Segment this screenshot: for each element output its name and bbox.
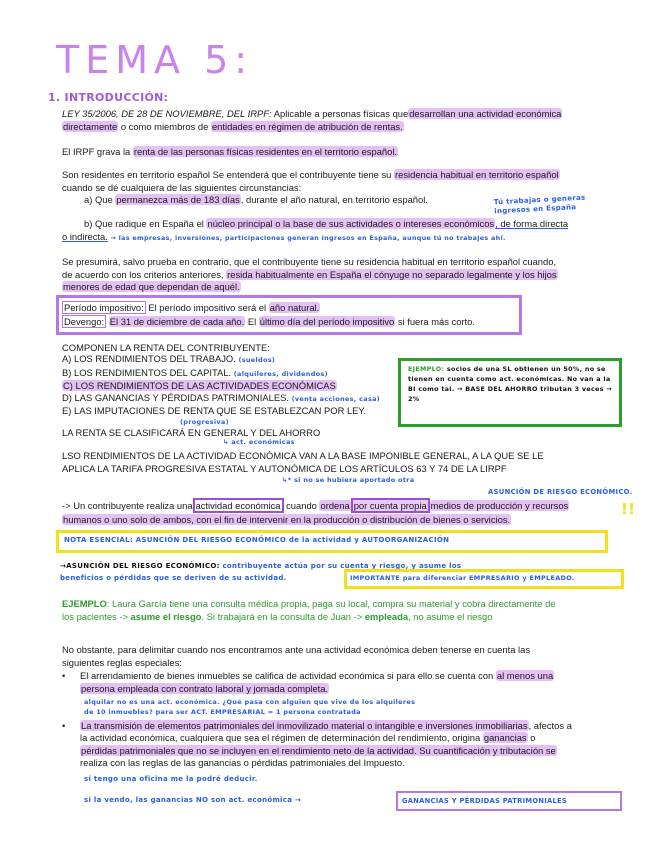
classify-note-top: (progresiva)	[180, 418, 229, 426]
exclaim-mark: !!	[621, 500, 636, 518]
base-paragraph: LSO RENDIMIENTOS DE LA ACTIVIDAD ECONÓMICA VAN A LA BASE IMPONIBLE GENERAL, A LA QUE SE LE APLICA LA TARIFA PROGRESIVA ESTATAL Y AUTONÓMICA DE LOS ARTÍCULOS 63 Y 74 DE LA LIRPF	[62, 450, 544, 474]
important-text: IMPORTANTE para diferenciar EMPRESARIO y EMPLEADO.	[350, 574, 575, 582]
handwritten-note-a: Tú trabajas o generas ingresos en España	[493, 193, 586, 216]
risk-note: ASUNCIÓN DE RIESGO ECONÓMICO.	[488, 488, 633, 496]
list-item: D) LAS GANANCIAS Y PÉRDIDAS PATRIMONIALES. (venta acciones, casa)	[62, 391, 381, 403]
special-intro: No obstante, para delimitar cuando nos encontramos ante una actividad económica deben tenerse en cuenta las siguientes reglas especiales:	[62, 644, 531, 668]
taxpayer-line2: humanos o uno solo de ambos, con el fin de intervenir en la producción o distribución de bienes o servicios.	[63, 514, 511, 525]
example-box-text: EJEMPLO: socios de una SL obtienen un 50%, no se tienen en cuenta como act. económicas. No van a la BI como tal. → BASE DEL AHORRO tributan 3 veces → 2%	[408, 365, 612, 403]
classify-line: LA RENTA SE CLASIFICARÁ EN GENERAL Y DEL AHORRO	[62, 427, 321, 438]
page-title: TEMA 5:	[56, 38, 254, 82]
list-item: C) LOS RENDIMIENTOS DE LAS ACTIVIDADES ECONÓMICAS	[63, 380, 336, 392]
law-paragraph: LEY 35/2006, DE 28 DE NOVIEMBRE, DEL IRPF: Aplicable a personas físicas quedesarrollan una actividad económica directamente o como miembros de entidades en régimen de atribución de rentas.	[62, 108, 562, 132]
residents-item-b: b) Que radique en España el núcleo principal o la base de sus actividades o intereses económicos, de forma directa	[84, 218, 569, 229]
base-note: ↳* si no se hubiera aportado otra	[282, 476, 415, 484]
list-item: A) LOS RENDIMIENTOS DEL TRABAJO. (sueldos)	[62, 353, 276, 364]
list-item: E) LAS IMPUTACIONES DE RENTA QUE SE ESTABLEZCAN POR LEY.	[62, 405, 367, 417]
note-office: si tengo una oficina me la podré deducir.	[84, 775, 258, 783]
devengo-line: Devengo: El 31 de diciembre de cada año. El último día del período impositivo si fuera más corto.	[64, 316, 475, 327]
example2-paragraph: EJEMPLO: Laura García tiene una consulta médica propia, paga su local, compra su material y cobra directamente de los pacientes -> asume el riesgo. Si trabajará en la consulta de Juan -> empleada, no asume el riesgo	[62, 598, 556, 622]
residents-item-a: a) Que permanezca más de 183 días, durante el año natural, en territorio español.	[84, 194, 428, 205]
compose-heading: COMPONEN LA RENTA DEL CONTRIBUYENTE:	[62, 342, 270, 353]
residents-item-b-cont: o indirecta. → las empresas, inversiones, participaciones generan ingresos en España, aunque tú no trabajes ahí.	[62, 231, 506, 242]
residents-paragraph: Son residentes en territorio español Se entenderá que el contribuyente tiene su residencia habitual en territorio español cuando se dé cualquiera de las siguientes circunstancias:	[62, 169, 559, 193]
note-sale: si la vendo, las ganancias NO son act. económica →	[84, 796, 302, 804]
special-bullet-1: • El arrendamiento de bienes inmuebles se califica de actividad económica si para ello se cuenta con al menos una persona empleada con contrato laboral y jornada completa.	[62, 670, 554, 694]
section-heading: 1. INTRODUCCIÓN:	[48, 91, 169, 104]
risk-definition: →ASUNCIÓN DEL RIESGO ECONÓMICO: contribuyente actúa por su cuenta y riesgo, y asume los beneficios o pérdidas que se deriven de su actividad.	[60, 562, 462, 582]
list-item: B) LOS RENDIMIENTOS DEL CAPITAL. (alquileres, dividendos)	[62, 366, 328, 378]
classify-note-bottom: ↳ act. económicas	[223, 438, 295, 446]
taxpayer-line1: -> Un contribuyente realiza una actividad económica cuando ordena por cuenta propia medios de producción y recursos	[62, 500, 569, 511]
irpf-paragraph: El IRPF grava la renta de las personas físicas residentes en el territorio español.	[62, 146, 398, 157]
law-label: LEY 35/2006, DE 28 DE NOVIEMBRE, DEL IRPF:	[62, 108, 272, 119]
bullet1-note: alquilar no es una act. económica. ¿Qué pasa con alguien que vive de los alquileres de 10 inmuebles? para ser ACT. EMPRESARIAL = 1 persona contratada	[84, 698, 416, 716]
compose-list	[62, 353, 380, 417]
essential-text: NOTA ESENCIAL: ASUNCIÓN DEL RIESGO ECONÓMICO de la actividad y AUTOORGANIZACIÓN	[64, 536, 450, 544]
special-bullet-2: • La transmisión de elementos patrimoniales del inmovilizado material o intangible e inversiones inmobiliarias, afectos a la actividad económica, cualquiera que sea el régimen de determinación del rendimiento, origina ganancias o pérdidas patrimoniales que no se incluyen en el rendimiento neto de la actividad. Su cuantificación y tributación se realiza con las reglas de las ganancias o pérdidas patrimoniales del Impuesto.	[62, 720, 572, 769]
presume-paragraph: Se presumirá, salvo prueba en contrario, que el contribuyente tiene su residencia habitual en territorio español cuando, de acuerdo con los criterios anteriores, resida habitualmente en España el cónyuge no separado legalmente y los hijos menores de edad que dependan de aquél.	[62, 256, 557, 292]
final-box-text: GANANCIAS Y PÉRDIDAS PATRIMONIALES	[402, 797, 568, 805]
period-line: Período impositivo: El período impositivo será el año natural.	[64, 302, 320, 313]
